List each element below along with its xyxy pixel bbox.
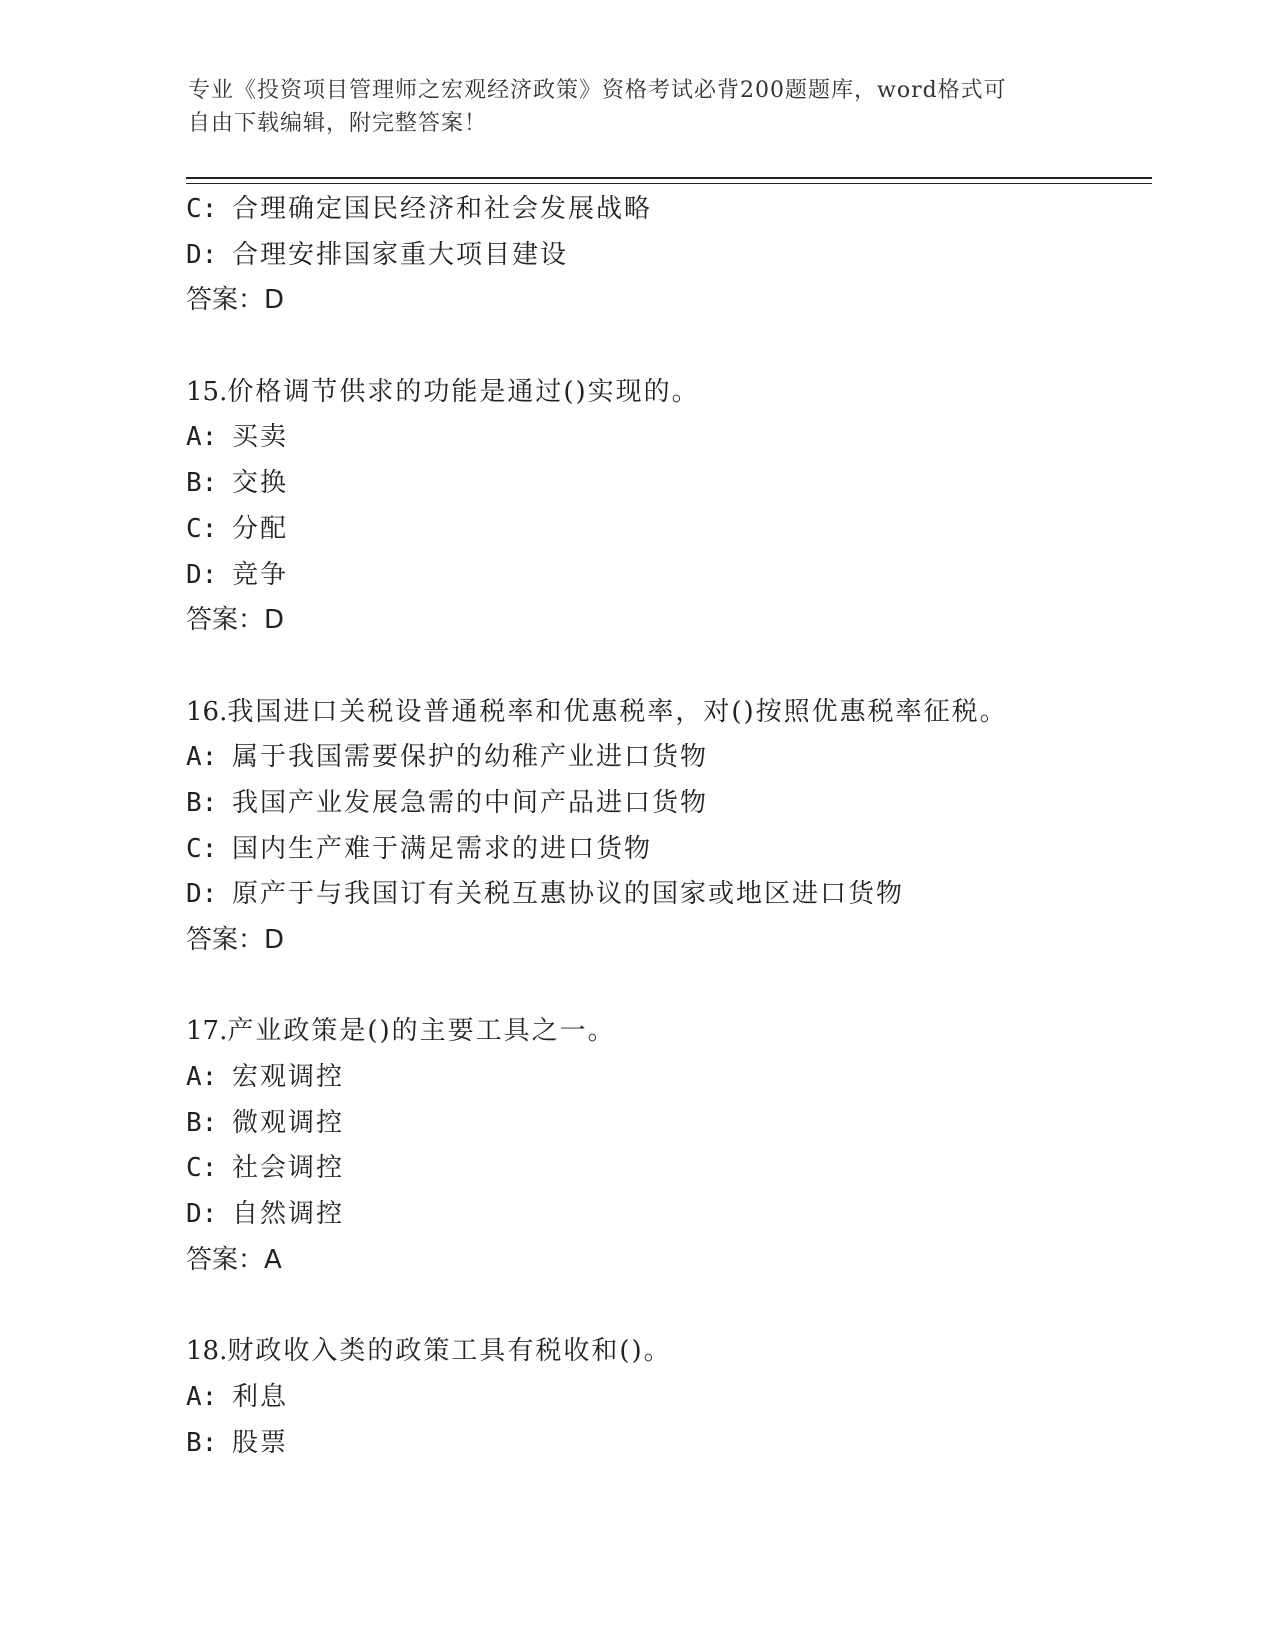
option-letter: C:	[186, 1153, 218, 1184]
option-text: 我国产业发展急需的中间产品进口货物	[232, 787, 709, 818]
option-text: 交换	[232, 468, 289, 499]
option-line	[186, 1146, 1146, 1192]
question-number: 16.	[186, 696, 228, 727]
option-line	[186, 1421, 1146, 1467]
option-letter: B:	[186, 468, 218, 499]
answer-line: 答案：D	[186, 605, 285, 636]
option-letter: C:	[186, 194, 218, 224]
question-text: 产业政策是()的主要工具之一。	[227, 1016, 616, 1047]
option-line	[186, 507, 1146, 553]
question-text: 我国进口关税设普通税率和优惠税率，对()按照优惠税率征税。	[227, 696, 1008, 727]
option-letter: B:	[186, 1107, 218, 1138]
answer-line: 答案：D	[186, 925, 285, 955]
option-text: 微观调控	[232, 1107, 345, 1138]
option-text: 属于我国需要保护的幼稚产业进口货物	[232, 742, 709, 773]
spacer	[186, 1284, 1146, 1330]
question-number: 15.	[186, 376, 228, 407]
header-rule-thick	[186, 177, 1152, 179]
header-line-1: 专业《投资项目管理师之宏观经济政策》资格考试必背200题题库，word格式可	[188, 78, 1007, 103]
option-letter: C:	[186, 833, 218, 864]
option-text: 买卖	[232, 422, 289, 453]
option-letter: A:	[186, 742, 218, 773]
option-line	[186, 872, 1146, 918]
answer-line: 答案：D	[186, 285, 285, 316]
question-text: 财政收入类的政策工具有税收和()。	[227, 1336, 672, 1367]
option-line	[186, 233, 1146, 279]
header-rule-thin	[186, 183, 1152, 184]
option-letter: A:	[186, 1062, 218, 1093]
option-text: 自然调控	[232, 1199, 345, 1230]
option-letter: B:	[186, 787, 218, 818]
question-text: 价格调节供求的功能是通过()实现的。	[227, 376, 700, 407]
option-line	[186, 187, 1146, 233]
option-line	[186, 461, 1146, 507]
question-stem	[186, 1329, 1146, 1375]
answer-line: 答案：A	[186, 1244, 282, 1275]
option-line	[186, 1101, 1146, 1147]
option-text: 分配	[232, 513, 289, 544]
question-number: 18.	[186, 1336, 228, 1367]
option-text: 竞争	[232, 559, 289, 590]
option-text: 合理安排国家重大项目建设	[232, 239, 569, 270]
question-stem	[186, 1009, 1146, 1055]
option-letter: B:	[186, 1427, 218, 1458]
option-line	[186, 1375, 1146, 1421]
option-line	[186, 781, 1146, 827]
option-line	[186, 553, 1146, 599]
option-text: 原产于与我国订有关税互惠协议的国家或地区进口货物	[232, 879, 905, 910]
spacer	[186, 964, 1146, 1010]
option-line	[186, 1192, 1146, 1238]
option-letter: D:	[186, 239, 218, 270]
option-text: 国内生产难于满足需求的进口货物	[232, 833, 653, 864]
option-text: 股票	[232, 1427, 289, 1458]
option-letter: A:	[186, 422, 218, 453]
question-stem	[186, 690, 1146, 736]
question-number: 17.	[186, 1016, 228, 1047]
option-letter: D:	[186, 879, 218, 910]
option-text: 宏观调控	[232, 1062, 345, 1093]
header-line-2: 自由下载编辑，附完整答案！	[188, 111, 488, 136]
question-list	[186, 187, 1146, 1466]
option-text: 合理确定国民经济和社会发展战略	[232, 194, 653, 224]
option-line	[186, 415, 1146, 461]
option-line	[186, 827, 1146, 873]
question-stem	[186, 370, 1146, 416]
option-text: 社会调控	[232, 1153, 345, 1184]
document-header	[188, 74, 1068, 140]
option-letter: D:	[186, 559, 218, 590]
option-line	[186, 1055, 1146, 1101]
option-letter: D:	[186, 1199, 218, 1230]
spacer	[186, 644, 1146, 690]
option-text: 利息	[232, 1381, 289, 1412]
option-line	[186, 735, 1146, 781]
spacer	[186, 324, 1146, 370]
option-letter: C:	[186, 513, 218, 544]
option-letter: A:	[186, 1381, 218, 1412]
